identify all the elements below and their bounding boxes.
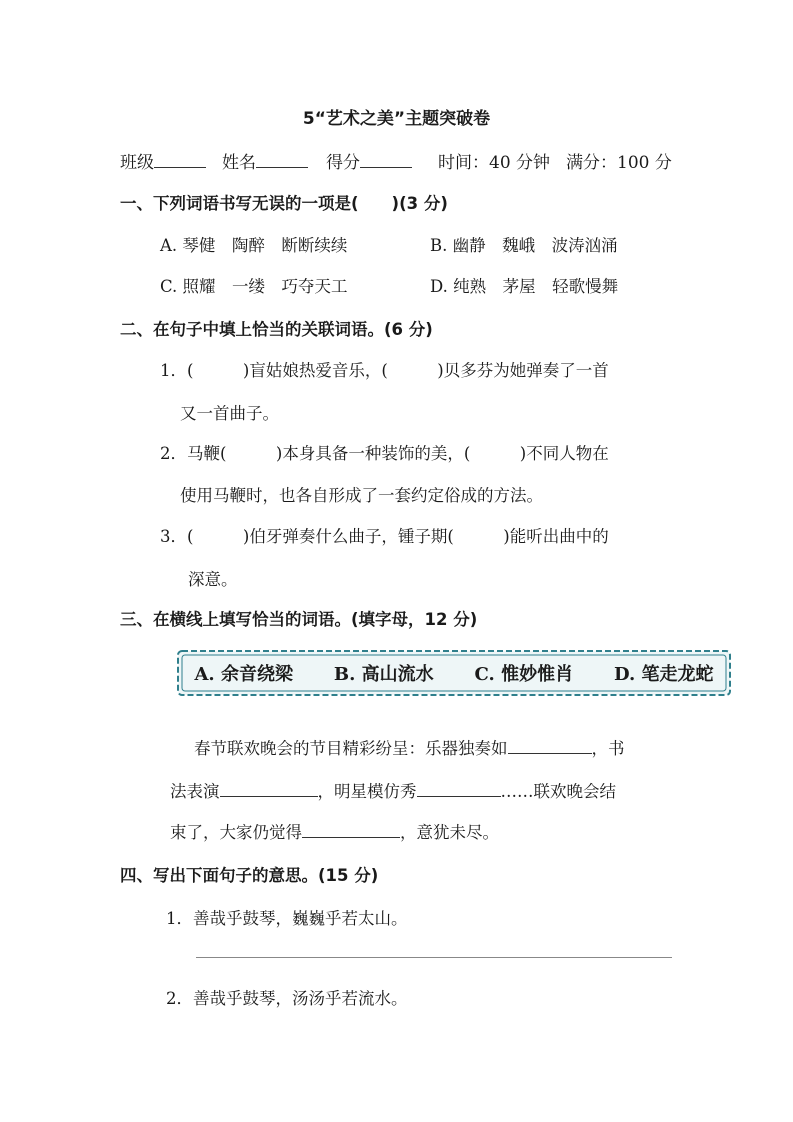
s2-q3-line2: 深意。 <box>188 570 238 589</box>
class-blank[interactable] <box>154 149 206 168</box>
para-text: ，明星模仿秀 <box>317 782 417 801</box>
s3-para-line2 <box>170 778 616 802</box>
section-4-heading: 四、写出下面句子的意思。(15 分) <box>120 866 379 885</box>
option-label: B. <box>430 236 448 255</box>
option-c[interactable] <box>160 273 348 297</box>
word-choice-box <box>174 647 734 699</box>
option-d[interactable] <box>430 273 618 297</box>
s2-q1-line2: 又一首曲子。 <box>180 404 279 423</box>
option-b[interactable] <box>430 232 618 256</box>
fill-blank-2[interactable] <box>220 778 318 797</box>
s2-q2-line2: 使用马鞭时，也各自形成了一套约定俗成的方法。 <box>180 486 543 505</box>
para-text: 束了，大家仍觉得 <box>170 823 302 842</box>
question-text: ( )盲姑娘热爱音乐，( )贝多芬为她弹奏了一首 <box>187 361 609 380</box>
para-text: 法表演 <box>170 782 220 801</box>
s2-q1-line1 <box>160 357 609 381</box>
question-number: 2． <box>160 444 187 463</box>
s2-q2-line1 <box>160 440 609 464</box>
question-text: ( )伯牙弹奏什么曲子，锺子期( )能听出曲中的 <box>187 527 609 546</box>
name-blank[interactable] <box>256 149 308 168</box>
para-text: ……联欢晚会结 <box>500 782 616 801</box>
choice-c: C. 惟妙惟肖 <box>474 664 574 685</box>
full-score: 满分：100 分 <box>566 153 672 173</box>
word-choices <box>174 647 734 699</box>
option-words: 纯熟 茅屋 轻歌慢舞 <box>453 277 619 296</box>
option-a[interactable] <box>160 232 347 256</box>
para-text: ，意犹未尽。 <box>400 823 499 842</box>
choice-d: D. 笔走龙蛇 <box>614 664 714 685</box>
option-words: 照耀 一缕 巧夺天工 <box>182 277 348 296</box>
fill-blank-1[interactable] <box>508 735 592 754</box>
fill-blank-4[interactable] <box>302 819 400 838</box>
score-label: 得分 <box>326 153 360 173</box>
section-2-heading: 二、在句子中填上恰当的关联词语。(6 分) <box>120 320 433 339</box>
time-limit: 时间：40 分钟 <box>438 153 551 173</box>
page-title: 5“艺术之美”主题突破卷 <box>302 109 491 129</box>
option-label: A. <box>160 236 178 255</box>
choice-b: B. 高山流水 <box>333 664 434 685</box>
class-field <box>120 148 206 173</box>
score-field <box>326 148 412 173</box>
score-blank[interactable] <box>360 149 412 168</box>
name-field <box>222 148 308 173</box>
s2-q3-line1 <box>160 523 609 547</box>
question-number: 3． <box>160 527 187 546</box>
question-text: 马鞭( )本身具备一种装饰的美，( )不同人物在 <box>187 444 609 463</box>
s3-para-line3 <box>170 819 499 843</box>
section-3-heading: 三、在横线上填写恰当的词语。(填字母，12 分) <box>120 610 478 629</box>
answer-line[interactable] <box>196 957 672 958</box>
section-1-heading: 一、下列词语书写无误的一项是( )(3 分) <box>120 194 448 213</box>
choice-a: A. 余音绕梁 <box>194 664 293 685</box>
option-label: C. <box>160 277 178 296</box>
s4-q1: 1．善哉乎鼓琴，巍巍乎若太山。 <box>166 909 408 928</box>
name-label: 姓名 <box>222 153 256 173</box>
option-label: D. <box>430 277 448 296</box>
option-words: 幽静 魏峨 波涛汹涌 <box>452 236 618 255</box>
para-text: ，书 <box>591 739 625 758</box>
question-number: 1． <box>160 361 187 380</box>
class-label: 班级 <box>120 153 154 173</box>
option-words: 琴健 陶醉 断断续续 <box>182 236 348 255</box>
fill-blank-3[interactable] <box>417 778 501 797</box>
s3-para-line1 <box>194 735 625 759</box>
s4-q2: 2．善哉乎鼓琴，汤汤乎若流水。 <box>166 989 408 1008</box>
para-text: 春节联欢晚会的节目精彩纷呈：乐器独奏如 <box>194 739 508 758</box>
